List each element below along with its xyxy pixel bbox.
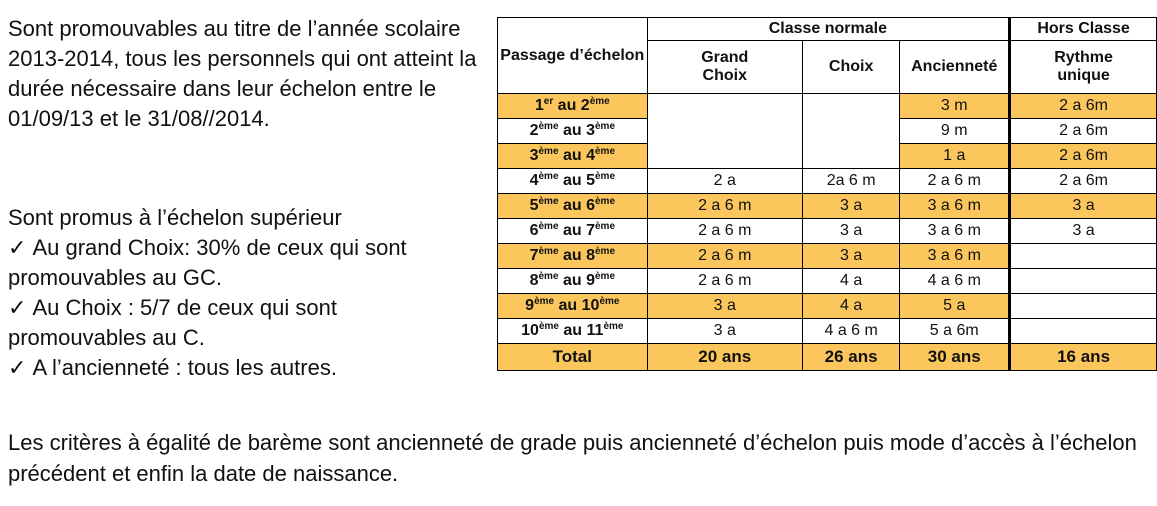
row-label: 7ème au 8ème (498, 244, 648, 269)
from-suffix: ème (538, 221, 559, 232)
bullet-anciennete (8, 353, 478, 383)
cell-anciennete: 3 a 6 m (900, 219, 1010, 244)
tiebreak-criteria: Les critères à égalité de barème sont ancienneté de grade puis ancienneté d’échelon puis mode d’accès à l’échelon précédent et enfin la date de naissance. (8, 430, 1137, 486)
cell-anciennete: 1 a (900, 144, 1010, 169)
bullet-text: Au Choix : 5/7 de ceux qui sont promouvables au C. (8, 295, 337, 350)
intro-paragraph: Sont promouvables au titre de l’année scolaire 2013-2014, tous les personnels qui ont atteint la durée nécessaire dans leur échelon entre le 01/09/13 et le 31/08//2014. (8, 16, 477, 131)
header-classe-normale: Classe normale (647, 18, 1010, 41)
check-icon: ✓ (8, 295, 27, 320)
to-number: 10 (581, 297, 600, 314)
to-number: 6 (586, 197, 595, 214)
from-suffix: ème (538, 121, 559, 132)
cell-grand-choix: 2 a 6 m (647, 269, 802, 294)
from-number: 9 (525, 297, 535, 314)
to-number: 11 (586, 322, 604, 339)
from-suffix: ème (538, 146, 559, 157)
table-body (498, 94, 1157, 344)
cell-grand-choix: 2 a 6 m (647, 194, 802, 219)
from-number: 5 (529, 197, 539, 214)
check-icon: ✓ (8, 355, 27, 380)
total-label: Total (498, 344, 648, 371)
cell-grand-choix (647, 94, 802, 169)
from-suffix: ème (538, 321, 559, 332)
from-number: 7 (529, 247, 539, 264)
cell-hors-classe (1010, 244, 1157, 269)
table-row (498, 269, 1157, 294)
header-choix: Choix (802, 41, 899, 94)
to-number: 7 (586, 222, 595, 239)
from-suffix: ème (538, 196, 559, 207)
cell-choix: 3 a (802, 244, 899, 269)
cell-grand-choix: 2 a 6 m (647, 219, 802, 244)
cell-grand-choix: 3 a (647, 294, 802, 319)
header-anciennete: Ancienneté (900, 41, 1010, 94)
from-number: 10 (521, 322, 539, 339)
cell-anciennete: 3 m (900, 94, 1010, 119)
table-row (498, 319, 1157, 344)
cell-choix: 4 a (802, 269, 899, 294)
to-number: 8 (586, 247, 595, 264)
cell-anciennete: 5 a (900, 294, 1010, 319)
cell-hors-classe: 3 a (1010, 194, 1157, 219)
from-suffix: ème (538, 271, 559, 282)
header-grand-choix: Grand Choix (647, 41, 802, 94)
to-suffix: ème (594, 246, 615, 257)
to-number: 4 (586, 147, 595, 164)
table-row (498, 94, 1157, 119)
row-label: 2ème au 3ème (498, 119, 648, 144)
cell-choix: 3 a (802, 194, 899, 219)
cell-anciennete: 2 a 6 m (900, 169, 1010, 194)
row-label: 8ème au 9ème (498, 269, 648, 294)
bullet-choix (8, 293, 478, 353)
row-label: 1er au 2ème (498, 94, 648, 119)
from-number: 1 (534, 97, 544, 114)
row-label: 6ème au 7ème (498, 219, 648, 244)
cell-hors-classe (1010, 294, 1157, 319)
promotion-heading: Sont promus à l’échelon supérieur (8, 205, 342, 230)
from-suffix: ème (538, 171, 559, 182)
cell-hors-classe (1010, 269, 1157, 294)
from-number: 6 (529, 222, 539, 239)
from-suffix: er (543, 96, 554, 107)
cell-hors-classe: 2 a 6m (1010, 119, 1157, 144)
echelon-table (497, 17, 1157, 371)
header-hors-classe: Hors Classe (1010, 18, 1157, 41)
to-suffix: ème (589, 96, 610, 107)
from-suffix: ème (538, 246, 559, 257)
to-suffix: ème (594, 196, 615, 207)
cell-choix: 3 a (802, 219, 899, 244)
total-anciennete: 30 ans (900, 344, 1010, 371)
table-row (498, 244, 1157, 269)
row-label: 4ème au 5ème (498, 169, 648, 194)
cell-anciennete: 3 a 6 m (900, 194, 1010, 219)
cell-choix (802, 94, 899, 169)
bullet-text: Au grand Choix: 30% de ceux qui sont promouvables au GC. (8, 235, 407, 290)
total-hors-classe: 16 ans (1010, 344, 1157, 371)
cell-choix: 4 a 6 m (802, 319, 899, 344)
to-suffix: ème (599, 296, 620, 307)
row-label: 9ème au 10ème (498, 294, 648, 319)
cell-grand-choix: 3 a (647, 319, 802, 344)
total-row (498, 344, 1157, 371)
bullet-text: A l’ancienneté : tous les autres. (32, 355, 337, 380)
to-number: 2 (580, 97, 590, 114)
cell-hors-classe: 2 a 6m (1010, 144, 1157, 169)
row-label: 3ème au 4ème (498, 144, 648, 169)
from-number: 4 (529, 172, 539, 189)
row-label: 10ème au 11ème (498, 319, 648, 344)
to-number: 9 (586, 272, 595, 289)
cell-anciennete: 5 a 6m (900, 319, 1010, 344)
from-suffix: ème (534, 296, 555, 307)
header-passage: Passage d’échelon (498, 18, 648, 94)
to-suffix: ème (594, 121, 615, 132)
to-suffix: ème (594, 271, 615, 282)
cell-anciennete: 9 m (900, 119, 1010, 144)
cell-choix: 2a 6 m (802, 169, 899, 194)
promotion-rules (8, 203, 478, 383)
from-number: 2 (529, 122, 539, 139)
table-row (498, 219, 1157, 244)
cell-hors-classe: 2 a 6m (1010, 169, 1157, 194)
to-suffix: ème (594, 171, 615, 182)
from-number: 8 (529, 272, 539, 289)
bullet-grand-choix (8, 233, 478, 293)
to-suffix: ème (594, 221, 615, 232)
cell-anciennete: 4 a 6 m (900, 269, 1010, 294)
cell-hors-classe: 3 a (1010, 219, 1157, 244)
table-row (498, 169, 1157, 194)
cell-anciennete: 3 a 6 m (900, 244, 1010, 269)
to-number: 3 (586, 122, 595, 139)
cell-hors-classe: 2 a 6m (1010, 94, 1157, 119)
cell-grand-choix: 2 a 6 m (647, 244, 802, 269)
header-rythme-unique: Rythme unique (1010, 41, 1157, 94)
cell-choix: 4 a (802, 294, 899, 319)
to-suffix: ème (603, 321, 624, 332)
check-icon: ✓ (8, 235, 27, 260)
cell-grand-choix: 2 a (647, 169, 802, 194)
table-row (498, 194, 1157, 219)
to-suffix: ème (594, 146, 615, 157)
cell-hors-classe (1010, 319, 1157, 344)
total-choix: 26 ans (802, 344, 899, 371)
row-label: 5ème au 6ème (498, 194, 648, 219)
total-grand-choix: 20 ans (647, 344, 802, 371)
to-number: 5 (586, 172, 595, 189)
table-row (498, 294, 1157, 319)
from-number: 3 (529, 147, 539, 164)
